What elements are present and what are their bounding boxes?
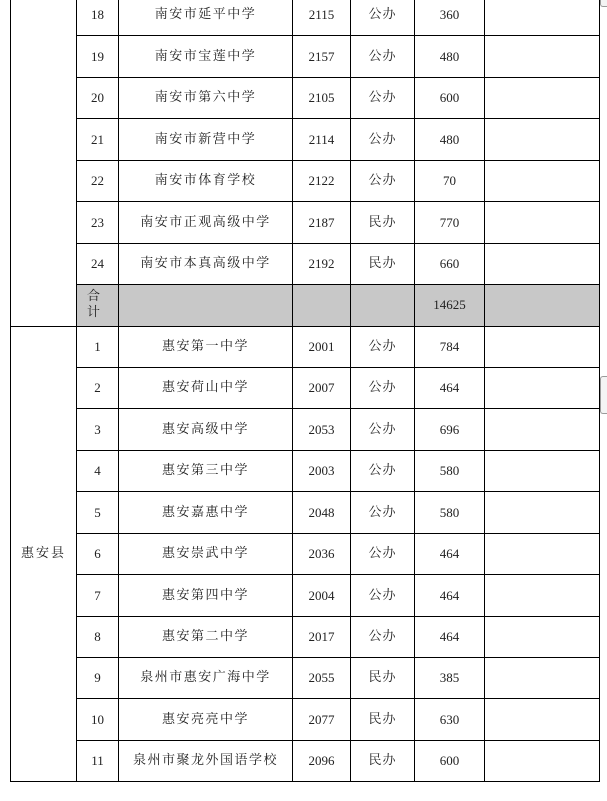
- seq-cell: 5: [77, 492, 119, 533]
- school-code-cell: 2004: [293, 575, 351, 616]
- school-code-cell: 2003: [293, 450, 351, 491]
- page-edge-marker: [600, 0, 607, 7]
- school-type-cell: 公办: [351, 160, 415, 201]
- remark-cell: [485, 36, 600, 77]
- table-row: [11, 367, 600, 408]
- school-code-cell: 2115: [293, 0, 351, 36]
- school-name-cell: 惠安荷山中学: [119, 367, 293, 408]
- table-row: [11, 409, 600, 450]
- school-name-cell: 惠安亮亮中学: [119, 699, 293, 740]
- table-row: [11, 326, 600, 367]
- table-row: [11, 0, 600, 36]
- seq-cell: 20: [77, 77, 119, 118]
- table-row: [11, 119, 600, 160]
- seq-cell: 18: [77, 0, 119, 36]
- school-type-cell: 公办: [351, 77, 415, 118]
- quota-cell: 480: [415, 36, 485, 77]
- table-row: [11, 740, 600, 781]
- school-type-cell: 民办: [351, 658, 415, 699]
- seq-cell: 4: [77, 450, 119, 491]
- school-name-cell: 南安市正观高级中学: [119, 202, 293, 243]
- school-type-cell: 公办: [351, 533, 415, 574]
- quota-cell: 630: [415, 699, 485, 740]
- school-code-cell: 2017: [293, 616, 351, 657]
- quota-cell: 600: [415, 77, 485, 118]
- school-type-cell: 公办: [351, 409, 415, 450]
- remark-cell: [485, 740, 600, 781]
- school-code-cell: 2055: [293, 658, 351, 699]
- quota-cell: 70: [415, 160, 485, 201]
- school-name-cell: 惠安崇武中学: [119, 533, 293, 574]
- total-row: [11, 285, 600, 326]
- school-code-cell: 2187: [293, 202, 351, 243]
- remark-cell: [485, 533, 600, 574]
- table-row: [11, 575, 600, 616]
- scroll-handle[interactable]: [600, 376, 607, 414]
- school-type-cell: 公办: [351, 575, 415, 616]
- seq-cell: 10: [77, 699, 119, 740]
- school-type-cell: 民办: [351, 740, 415, 781]
- quota-cell: 480: [415, 119, 485, 160]
- remark-cell: [485, 409, 600, 450]
- quota-cell: 600: [415, 740, 485, 781]
- quota-cell: 696: [415, 409, 485, 450]
- remark-cell: [485, 77, 600, 118]
- quota-cell: 464: [415, 367, 485, 408]
- remark-cell: [485, 243, 600, 284]
- table-row: [11, 160, 600, 201]
- region-cell-nanan: [11, 0, 77, 326]
- remark-cell: [485, 367, 600, 408]
- table-row: [11, 77, 600, 118]
- school-code-cell: 2157: [293, 36, 351, 77]
- table-row: [11, 533, 600, 574]
- school-name-cell: 泉州市聚龙外国语学校: [119, 740, 293, 781]
- total-code-cell: [293, 285, 351, 326]
- school-type-cell: 公办: [351, 326, 415, 367]
- quota-cell: 580: [415, 450, 485, 491]
- remark-cell: [485, 658, 600, 699]
- school-name-cell: 惠安第三中学: [119, 450, 293, 491]
- school-type-cell: 公办: [351, 0, 415, 36]
- school-type-cell: 民办: [351, 699, 415, 740]
- quota-cell: 660: [415, 243, 485, 284]
- school-type-cell: 公办: [351, 450, 415, 491]
- remark-cell: [485, 326, 600, 367]
- school-type-cell: 公办: [351, 616, 415, 657]
- seq-cell: 9: [77, 658, 119, 699]
- school-code-cell: 2114: [293, 119, 351, 160]
- quota-cell: 770: [415, 202, 485, 243]
- remark-cell: [485, 450, 600, 491]
- total-label-line1: 合: [87, 289, 101, 305]
- table-row: [11, 492, 600, 533]
- school-name-cell: 惠安高级中学: [119, 409, 293, 450]
- school-type-cell: 公办: [351, 36, 415, 77]
- remark-cell: [485, 575, 600, 616]
- quota-cell: 580: [415, 492, 485, 533]
- school-name-cell: 南安市延平中学: [119, 0, 293, 36]
- school-code-cell: 2007: [293, 367, 351, 408]
- school-type-cell: 民办: [351, 202, 415, 243]
- school-name-cell: 南安市本真高级中学: [119, 243, 293, 284]
- school-type-cell: 公办: [351, 492, 415, 533]
- quota-cell: 464: [415, 616, 485, 657]
- seq-cell: 6: [77, 533, 119, 574]
- total-label-line2: 计: [87, 305, 101, 321]
- quota-cell: 784: [415, 326, 485, 367]
- school-name-cell: 南安市宝莲中学: [119, 36, 293, 77]
- table-row: [11, 202, 600, 243]
- school-code-cell: 2077: [293, 699, 351, 740]
- school-name-cell: 惠安第四中学: [119, 575, 293, 616]
- seq-cell: 1: [77, 326, 119, 367]
- remark-cell: [485, 0, 600, 36]
- school-type-cell: 公办: [351, 367, 415, 408]
- school-code-cell: 2001: [293, 326, 351, 367]
- school-type-cell: 民办: [351, 243, 415, 284]
- seq-cell: 24: [77, 243, 119, 284]
- school-code-cell: 2192: [293, 243, 351, 284]
- total-label: [77, 285, 119, 326]
- remark-cell: [485, 160, 600, 201]
- quota-cell: 360: [415, 0, 485, 36]
- quota-cell: 385: [415, 658, 485, 699]
- school-name-cell: 南安市新营中学: [119, 119, 293, 160]
- school-type-cell: 公办: [351, 119, 415, 160]
- school-code-cell: 2036: [293, 533, 351, 574]
- school-name-cell: 惠安嘉惠中学: [119, 492, 293, 533]
- seq-cell: 3: [77, 409, 119, 450]
- remark-cell: [485, 202, 600, 243]
- table-row: [11, 243, 600, 284]
- table-row: [11, 450, 600, 491]
- table-row: [11, 36, 600, 77]
- quota-cell: 464: [415, 575, 485, 616]
- school-name-cell: 南安市体育学校: [119, 160, 293, 201]
- seq-cell: 8: [77, 616, 119, 657]
- school-quota-table: [10, 0, 600, 782]
- quota-cell: 464: [415, 533, 485, 574]
- school-code-cell: 2096: [293, 740, 351, 781]
- region-cell-huian: 惠安县: [11, 326, 77, 782]
- school-name-cell: 南安市第六中学: [119, 77, 293, 118]
- table-row: [11, 658, 600, 699]
- school-name-cell: 惠安第二中学: [119, 616, 293, 657]
- total-remark-cell: [485, 285, 600, 326]
- school-code-cell: 2048: [293, 492, 351, 533]
- seq-cell: 7: [77, 575, 119, 616]
- remark-cell: [485, 616, 600, 657]
- seq-cell: 2: [77, 367, 119, 408]
- seq-cell: 11: [77, 740, 119, 781]
- seq-cell: 23: [77, 202, 119, 243]
- seq-cell: 19: [77, 36, 119, 77]
- school-code-cell: 2122: [293, 160, 351, 201]
- remark-cell: [485, 699, 600, 740]
- seq-cell: 22: [77, 160, 119, 201]
- school-name-cell: 惠安第一中学: [119, 326, 293, 367]
- remark-cell: [485, 492, 600, 533]
- remark-cell: [485, 119, 600, 160]
- school-code-cell: 2053: [293, 409, 351, 450]
- school-code-cell: 2105: [293, 77, 351, 118]
- total-value: 14625: [415, 285, 485, 326]
- school-name-cell: 泉州市惠安广海中学: [119, 658, 293, 699]
- table-row: [11, 699, 600, 740]
- table-body: [11, 0, 600, 782]
- seq-cell: 21: [77, 119, 119, 160]
- total-name-cell: [119, 285, 293, 326]
- table-row: [11, 616, 600, 657]
- total-type-cell: [351, 285, 415, 326]
